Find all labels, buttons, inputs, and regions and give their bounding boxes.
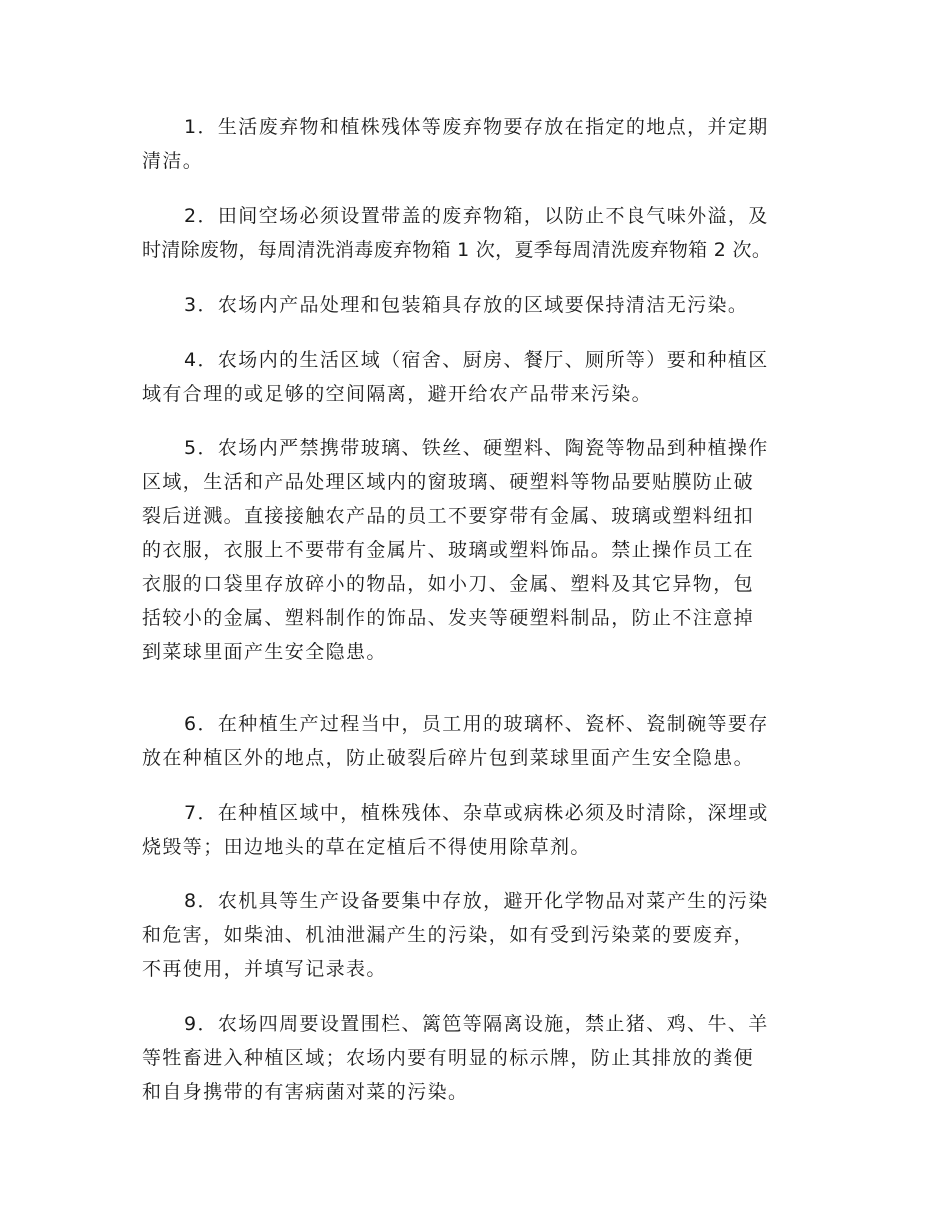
paragraph-line: 2．田间空场必须设置带盖的废弃物箱，以防止不良气味外溢，及 [184, 205, 769, 227]
paragraph-line: 不再使用，并填写记录表。 [142, 958, 387, 980]
paragraph-7 [142, 796, 822, 864]
paragraph-line: 7．在种植区域中，植株残体、杂草或病株必须及时清除，深埋或 [184, 802, 769, 824]
paragraph-1 [142, 110, 822, 178]
paragraph-6 [142, 707, 822, 775]
paragraph-line: 4．农场内的生活区域（宿舍、厨房、餐厅、厕所等）要和种植区 [184, 349, 769, 371]
paragraph-line: 区域，生活和产品处理区域内的窗玻璃、硬塑料等物品要贴膜防止破 [142, 471, 755, 493]
paragraph-line: 8．农机具等生产设备要集中存放，避开化学物品对菜产生的污染 [184, 890, 769, 912]
paragraph-line: 等牲畜进入种植区域；农场内要有明显的标示牌，防止其排放的粪便 [142, 1047, 755, 1069]
paragraph-line: 清洁。 [142, 150, 204, 172]
paragraph-line: 裂后迸溅。直接接触农产品的员工不要穿带有金属、玻璃或塑料纽扣 [142, 505, 755, 527]
paragraph-line: 到菜球里面产生安全隐患。 [142, 641, 387, 663]
paragraph-line: 6．在种植生产过程当中，员工用的玻璃杯、瓷杯、瓷制碗等要存 [184, 713, 769, 735]
paragraph-line: 时清除废物，每周清洗消毒废弃物箱 1 次，夏季每周清洗废弃物箱 2 次。 [142, 239, 772, 261]
paragraph-4 [142, 343, 822, 411]
paragraph-5 [142, 431, 822, 669]
paragraph-line: 3．农场内产品处理和包装箱具存放的区域要保持清洁无污染。 [184, 294, 749, 316]
paragraph-line: 括较小的金属、塑料制作的饰品、发夹等硬塑料制品，防止不注意掉 [142, 607, 755, 629]
paragraph-line: 放在种植区外的地点，防止破裂后碎片包到菜球里面产生安全隐患。 [142, 747, 755, 769]
paragraph-line: 域有合理的或足够的空间隔离，避开给农产品带来污染。 [142, 383, 653, 405]
paragraph-line: 烧毁等；田边地头的草在定植后不得使用除草剂。 [142, 836, 591, 858]
paragraph-2 [142, 199, 822, 267]
paragraph-line: 的衣服，衣服上不要带有金属片、玻璃或塑料饰品。禁止操作员工在 [142, 539, 755, 561]
paragraph-line: 1．生活废弃物和植株残体等废弃物要存放在指定的地点，并定期 [184, 116, 769, 138]
paragraph-9 [142, 1007, 822, 1109]
paragraph-line: 和自身携带的有害病菌对菜的污染。 [142, 1081, 469, 1103]
paragraph-8 [142, 884, 822, 986]
paragraph-line: 5．农场内严禁携带玻璃、铁丝、硬塑料、陶瓷等物品到种植操作 [184, 437, 769, 459]
paragraph-line: 衣服的口袋里存放碎小的物品，如小刀、金属、塑料及其它异物，包 [142, 573, 755, 595]
paragraph-3 [142, 288, 822, 322]
paragraph-line: 和危害，如柴油、机油泄漏产生的污染，如有受到污染菜的要废弃， [142, 924, 755, 946]
paragraph-line: 9．农场四周要设置围栏、篱笆等隔离设施，禁止猪、鸡、牛、羊 [184, 1013, 769, 1035]
